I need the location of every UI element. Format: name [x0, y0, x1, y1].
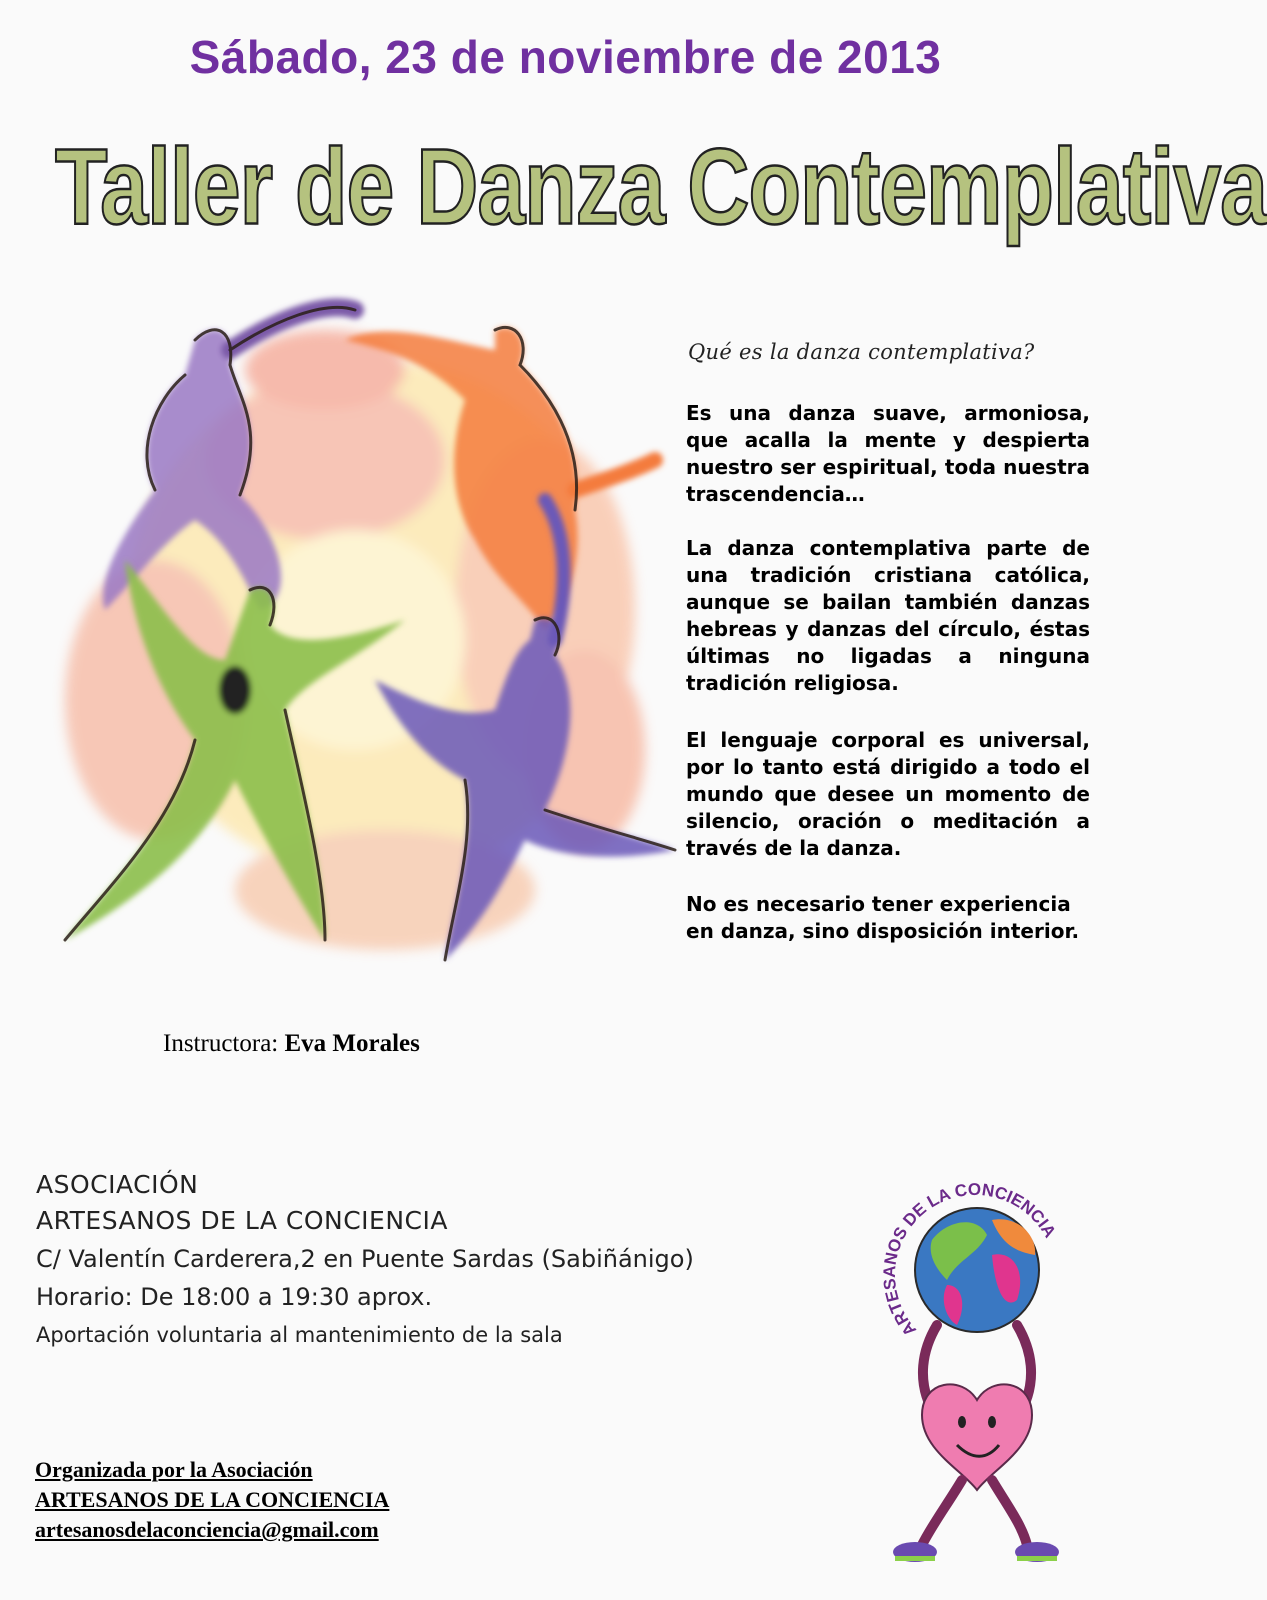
instructor-label: Instructora: [163, 1030, 279, 1057]
description-paragraph-3: El lenguaje corporal es universal, por lo tanto está dirigido a todo el mundo que desee un momento de silencio, oración o meditación a través de la danza. [686, 728, 1090, 860]
logo-text-path: ARTESANOS DE LA CONCIENCIA [879, 1179, 1060, 1340]
association-line-1: ASOCIACIÓN [36, 1170, 199, 1199]
association-logo [877, 1160, 1077, 1570]
intro-question: Qué es la danza contemplativa? [688, 340, 1035, 364]
association-info [36, 1168, 694, 1354]
event-title: Taller de Danza Contemplativa [55, 127, 1267, 248]
dancers-illustration [25, 280, 705, 1000]
description-paragraph-4: No es necesario tener experiencia en danza, sino disposición interior. [686, 892, 1080, 943]
association-address: C/ Valentín Carderera,2 en Puente Sardas (Sabiñánigo) [36, 1245, 694, 1273]
description-paragraph-2: La danza contemplativa parte de una tradición cristiana católica, aunque se bailan también danzas hebreas y danzas del círculo, éstas últimas no ligadas a ninguna tradición religiosa. [686, 536, 1090, 695]
association-contribution: Aportación voluntaria al mantenimiento de la sala [36, 1323, 563, 1347]
instructor-name: Eva Morales [284, 1030, 420, 1057]
instructor-line [163, 1030, 420, 1058]
description-paragraph-1: Es una danza suave, armoniosa, que acalla la mente y despierta nuestro ser espiritual, toda nuestra trascendencia… [686, 401, 1090, 506]
organizer-block [35, 1455, 389, 1545]
association-line-2: ARTESANOS DE LA CONCIENCIA [36, 1206, 448, 1235]
organizer-email-link[interactable]: artesanosdelaconciencia@gmail.com [35, 1517, 379, 1542]
organizer-line-1: Organizada por la Asociación [35, 1457, 313, 1482]
association-schedule: Horario: De 18:00 a 19:30 aprox. [36, 1283, 433, 1311]
event-date: Sábado, 23 de noviembre de 2013 [189, 31, 942, 83]
organizer-line-2: ARTESANOS DE LA CONCIENCIA [35, 1487, 390, 1512]
